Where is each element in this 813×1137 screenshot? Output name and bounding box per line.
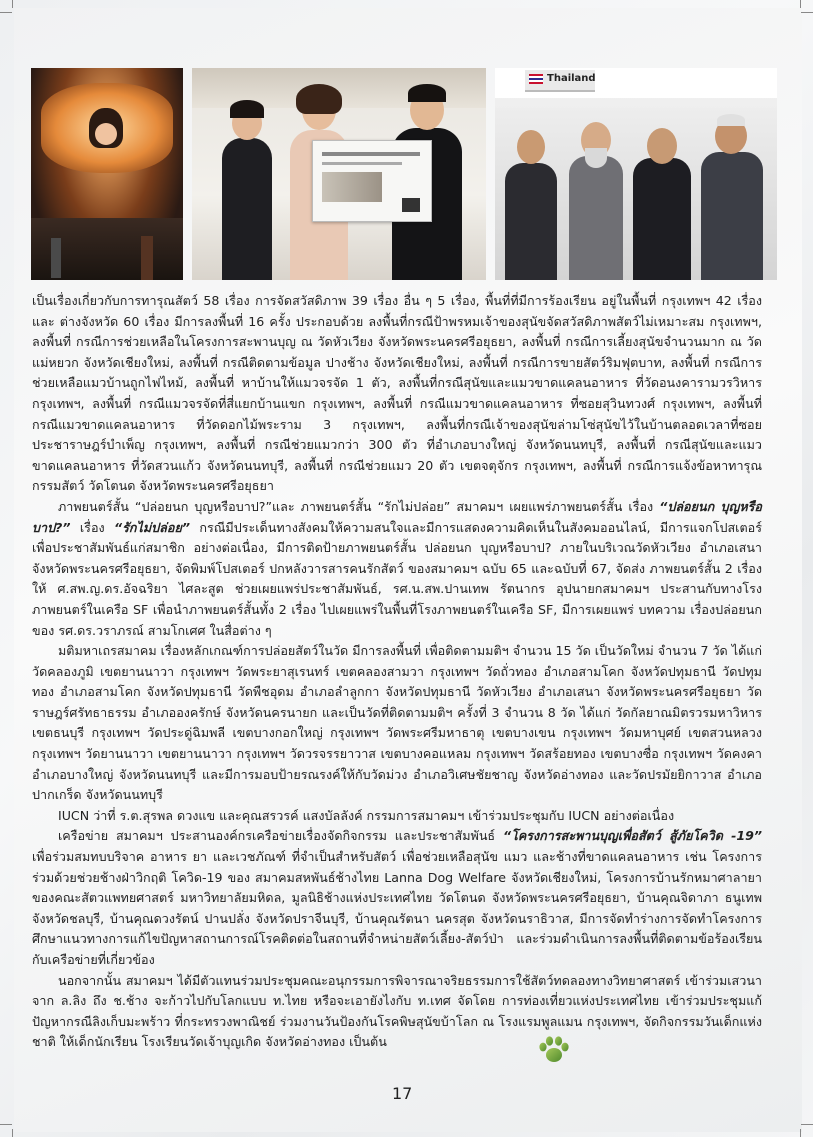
photo-thailand-booth [495,68,777,280]
emphasized-title: “ปล่อยนก บุญหรือบาป?” [32,498,762,535]
crop-mark-bottom-left [0,1124,12,1125]
booth-sign-text: Thailand [547,73,596,84]
text-run: เพื่อร่วมสมทบบริจาค อาหาร ยา และเวชภัณฑ์ ที่จำเป็นสำหรับสัตว์ เพื่อช่วยเหลือสุนัข แมว และช้างที่ขาดแคลนอาหาร เช่น โครงการร่วมด้วยช่วยช้างฝ่าวิกฤติ โควิด-19 ของ สมาคมสหพันธ์ช้างไทย Lanna Dog Welfare จังหวัดเชียงใหม่, โครงการบ้านรักหมาศาลายาของคณะสัตวแพทยศาสตร์ มหาวิทยาลัยมหิดล, มูลนิธิช้างแห่งประเทศไทย วัดโตนด จังหวัดพระนครศรีอยุธยา, บ้านคุณจิดาภา ธนูเทพ จังหวัดชลบุรี, บ้านคุณดวงรัตน์ ปานปลั่ง จังหวัดปราจีนบุรี, บ้านคุณรัตนา นครสุต จังหวัดนราธิวาส, มีการจัดทำร่างการจัดทำโครงการ ศึกษาแนวทางการแก้ไขปัญหาสถานการณ์โรคติดต่อในสถานที่จำหน่ายสัตว์เลี้ยง-สัตว์ป่า และร่วมดำเนินการลงพื้นที่ติดตามข้อร้องเรียนกับเครือข่ายที่เกี่ยวข้อง [32,849,762,967]
paragraph-sangha-resolution [32,641,762,806]
crop-mark-top-right [801,12,813,13]
photo-mall-display [31,68,183,280]
crop-mark-bottom-right [801,1124,813,1125]
crop-mark-top-left [0,12,12,13]
text-run: เรื่อง [70,519,115,535]
crop-mark-top-left-v [12,0,13,8]
text-run: ภาพยนตร์สั้น “ปล่อยนก บุญหรือบาป?”และ ภาพยนตร์สั้น “รักไม่ปล่อย” สมาคมฯ เผยแพร่ภาพยนตร์สั้น เรื่อง [58,498,660,514]
crop-mark-top-right-v [800,0,801,8]
paragraph-short-films [32,497,762,641]
text-run: IUCN ว่าที่ ร.ต.สุรพล ดวงแข และคุณสรวรค์ แสงบัลลังค์ กรรมการสมาคมฯ เข้าร่วมประชุมกับ IUCN อย่างต่อเนื่อง [58,807,675,823]
paragraph-complaints [32,291,762,497]
photo-certificate-ceremony [192,68,486,280]
paragraph-other-activities [32,971,762,1053]
text-run: กรณีมีประเด็นทางสังคมให้ความสนใจและมีการแสดงความคิดเห็นในสังคมออนไลน์, มีการแจกโปสเตอร์ เพื่อประชาสัมพันธ์แก่สมาชิก อย่างต่อเนื่อง, มีการติดป้ายภาพยนตร์สั้น ปล่อยนก บุญหรือบาป? ภายในบริเวณวัดหัวเวียง อำเภอเสนา จังหวัดพระนครศรีอยุธยา, จัดพิมพ์โปสเตอร์ ปกหลังวารสารคนรักสัตว์ ของสมาคมฯ ฉบับ 65 และฉบับที่ 67, จัดส่ง ภาพยนตร์สั้น 2 เรื่อง ให้ ศ.สพ.ญ.ดร.อัจฉริยา ไศละสูต ช่วยเผยแพร่ประชาสัมพันธ์, รศ.น.สพ.ปานเทพ รัตนากร อุปนายกสมาคมฯ ประสานกับทางโรงภาพยนตร์ในเครือ SF เพื่อนำภาพยนตร์สั้นทั้ง 2 เรื่อง ไปเผยแพร่ในพื้นที่โรงภาพยนตร์ในเครือ SF, มีการเผยแพร่ บทความ เรื่องปล่อยนก ของ รศ.ดร.วราภรณ์ สามโกเศศ ในสื่อต่าง ๆ [32,519,762,638]
emphasized-title: “รักไม่ปล่อย” [114,519,190,535]
text-run: มติมหาเถรสมาคม เรื่องหลักเกณฑ์การปล่อยสัตว์ในวัด มีการลงพื้นที่ เพื่อติดตามมติฯ จำนวน 15 วัด เป็นวัดใหม่ จำนวน 7 วัด ได้แก่ วัดคลองภูมิ เขตยานนาวา กรุงเทพฯ วัดพระยาสุเรนทร์ เขตคลองสามวา กรุงเทพฯ วัดถั่วทอง อำเภอสามโคก จังหวัดปทุมธานี วัดปทุมทอง อำเภอสามโคก จังหวัดปทุมธานี วัดพืชอุดม อำเภอลำลูกกา จังหวัดปทุมธานี วัดหัวเวียง อำเภอเสนา จังหวัดพระนครศรีอยุธยา วัดราษฎร์ศรัทธาธรรม อำเภอองครักษ์ จังหวัดนครนายก และเป็นวัดที่ติดตามมติฯ ครั้งที่ 3 จำนวน 8 วัด ได้แก่ วัดกัลยาณมิตรวรมหาวิหาร เขตธนบุรี กรุงเทพฯ วัดประดู่ฉิมพลี เขตบางกอกใหญ่ กรุงเทพฯ วัดพระศรีมหาธาตุ เขตบางเขน กรุงเทพฯ วัดมหาบุศย์ เขตสวนหลวง กรุงเทพฯ วัดยานนาวา เขตยานนาวา กรุงเทพฯ วัดวรจรรยาวาส เขตบางคอแหลม กรุงเทพฯ วัดสร้อยทอง เขตบางซื่อ กรุงเทพฯ วัดคงคา อำเภอบางใหญ่ จังหวัดนนทบุรี และมีการมอบป้ายรณรงค์ให้กับวัดม่วง อำเภอวิเศษชัยชาญ จังหวัดอ่างทอง และวัดปรมัยยิกาวาส อำเภอปากเกร็ด จังหวัดนนทบุรี [32,643,762,803]
crop-mark-bottom-left-v [12,1129,13,1137]
article-body [32,291,762,1053]
text-run: นอกจากนั้น สมาคมฯ ได้มีตัวแทนร่วมประชุมคณะอนุกรรมการพิจารณาจริยธรรมการใช้สัตว์ทดลองทางวิทยาศาสตร์ เข้าร่วมเสวนา จาก ล.ลิง ถึง ช.ช้าง จะก้าวไปกับโลกแบบ ท.ไทย หรือจะเอายังไงกับ ท.เทศ จัดโดย การท่องเที่ยวแห่งประเทศไทย เข้าร่วมประชุมแก้ปัญหากรณีลิงเก็บมะพร้าว ที่กระทรวงพาณิชย์ ร่วมงานวันป้องกันโรคพิษสุนัขบ้าโลก ณ โรงแรมพูลแมน กรุงเทพฯ, จัดกิจกรรมวันเด็กแห่งชาติ ให้เด็กนักเรียน โรงเรียนวัดเจ้าบุญเกิด จังหวัดอ่างทอง เป็นต้น [32,972,762,1050]
text-run: เป็นเรื่องเกี่ยวกับการทารุณสัตว์ 58 เรื่อง การจัดสวัสดิภาพ 39 เรื่อง อื่น ๆ 5 เรื่อง, พื้นที่ที่มีการร้องเรียน อยู่ในพื้นที่ กรุงเทพฯ 42 เรื่อง และ ต่างจังหวัด 60 เรื่อง มีการลงพื้นที่ 16 ครั้ง ประกอบด้วย ลงพื้นที่กรณีป้าพรหมเจ้าของสุนัขจัดสวัสดิภาพสัตว์ไม่เหมาะสม กรุงเทพฯ, ลงพื้นที่ กรณีการช่วยเหลือในโครงการสะพานบุญ ณ วัดหัวเวียง จังหวัดพระนครศรีอยุธยา, ลงพื้นที่ กรณีการเลี้ยงสุนัขจำนวนมาก ณ วัดแม่หยวก จังหวัดเชียงใหม่, ลงพื้นที่ กรณีติดตามข้อมูล ปางช้าง จังหวัดเชียงใหม่, ลงพื้นที่ กรณีการขายสัตว์ริมฟุตบาท, ลงพื้นที่ กรณีการช่วยเหลือแมวบ้านถูกไฟไหม้, ลงพื้นที่ หาบ้านให้แมวจรจัด 1 ตัว, ลงพื้นที่กรณีสุนัขและแมวขาดแคลนอาหาร ที่วัดอนงคารามวรวิหาร กรุงเทพฯ, ลงพื้นที่ กรณีแมวจรจัดที่สี่แยกบ้านแขก กรุงเทพฯ, ลงพื้นที่ กรณีแมวขาดแคลนอาหาร ที่ซอยสุวินทวงศ์ กรุงเทพฯ, ลงพื้นที่ กรณีแมวขาดแคลนอาหาร ที่วัดดอกไม้พระราม 3 กรุงเทพฯ, ลงพื้นที่กรณีเจ้าของสุนัขล่ามโซ่สุนัขไว้ในบ้านตลอดเวลาที่ซอยประชาราษฎร์บำเพ็ญ กรุงเทพฯ, ลงพื้นที่ กรณีช่วยแมวกว่า 300 ตัว ที่อำเภอบางใหญ่ จังหวัดนนทบุรี, ลงพื้นที่ กรณีสุนัขและแมวขาดแคลนอาหาร ที่วัดสวนแก้ว จังหวัดนนทบุรี, ลงพื้นที่ กรณีช่วยแมว 20 ตัว เขตจตุจักร กรุงเทพฯ, ลงพื้นที่ กรณีการแจ้งข้อหาทารุณกรรมสัตว์ วัดโตนด จังหวัดพระนครศรีอยุธยา [32,293,762,494]
crop-mark-bottom-right-v [800,1129,801,1137]
emphasized-title: “โครงการสะพานบุญเพื่อสัตว์ สู้ภัยโควิด -19” [502,828,762,844]
paragraph-network [32,826,762,970]
paragraph-iucn [32,806,762,827]
paw-icon [537,1035,571,1065]
page-number: 17 [392,1084,413,1103]
text-run: เครือข่าย สมาคมฯ ประสานองค์กรเครือข่ายเรื่องจัดกิจกรรม และประชาสัมพันธ์ [58,828,503,844]
